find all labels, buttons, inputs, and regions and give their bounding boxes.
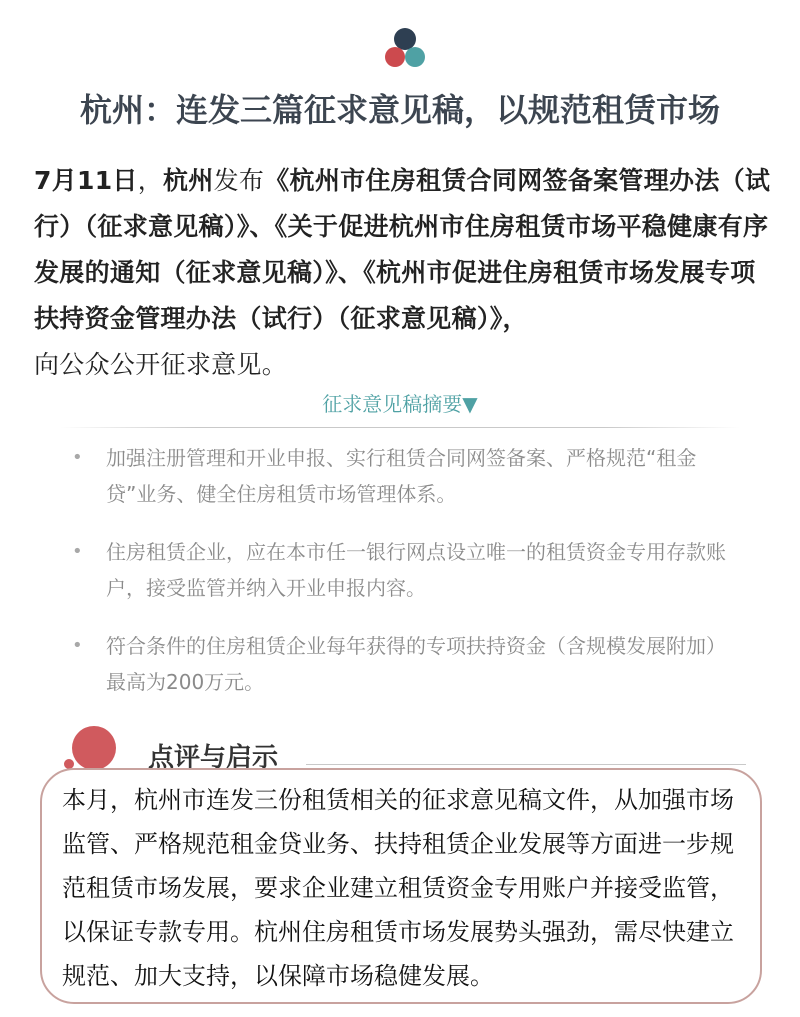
intro-documents: 《杭州市住房租赁合同网签备案管理办法（试行）（征求意见稿）》、《关于促进杭州市住房租赁市场平稳健康有序发展的通知（征求意见稿）》、《杭州市促进住房租赁市场发展专项扶持资金管理办法（试行）（征求意见稿）》，: [34, 166, 771, 333]
review-title: 点评与启示: [148, 743, 279, 773]
review-title-divider: [306, 764, 746, 765]
intro-paragraph: [34, 158, 774, 388]
intro-tail: 向公众公开征求意见。: [34, 350, 288, 379]
list-item: [72, 534, 742, 606]
summary-divider: [60, 427, 740, 428]
review-text: 本月，杭州市连发三份租赁相关的征求意见稿文件，从加强市场监管、严格规范租金贷业务、扶持租赁企业发展等方面进一步规范租赁市场发展，要求企业建立租赁资金专用账户并接受监管，以保证专款专用。杭州住房租赁市场发展势头强劲，需尽快建立规范、加大支持，以保障市场稳健发展。: [62, 786, 734, 990]
intro-city: 杭州: [163, 166, 214, 195]
intro-date: 7月11日: [34, 166, 138, 195]
page-title: 杭州：连发三篇征求意见稿，以规范租赁市场: [79, 91, 720, 129]
bullet-icon: •: [72, 635, 83, 656]
summary-item-text: 符合条件的住房租赁企业每年获得的专项扶持资金（含规模发展附加）最高为200万元。: [106, 634, 726, 694]
intro-comma: ，: [137, 166, 163, 195]
summary-item-text: 住房租赁企业，应在本市任一银行网点设立唯一的租赁资金专用存款账户，接受监管并纳入开业申报内容。: [106, 540, 726, 600]
list-item: [72, 440, 742, 512]
intro-verb: 发布: [213, 166, 265, 195]
bullet-icon: •: [72, 447, 83, 468]
summary-item-text: 加强注册管理和开业申报、实行租赁合同网签备案、严格规范“租金贷”业务、健全住房租赁市场管理体系。: [106, 446, 697, 506]
list-item: [72, 628, 742, 700]
summary-list: [72, 440, 742, 722]
logo-dots-icon: [382, 26, 428, 72]
bullet-icon: •: [72, 541, 83, 562]
summary-heading: 征求意见稿摘要▼: [322, 392, 478, 416]
